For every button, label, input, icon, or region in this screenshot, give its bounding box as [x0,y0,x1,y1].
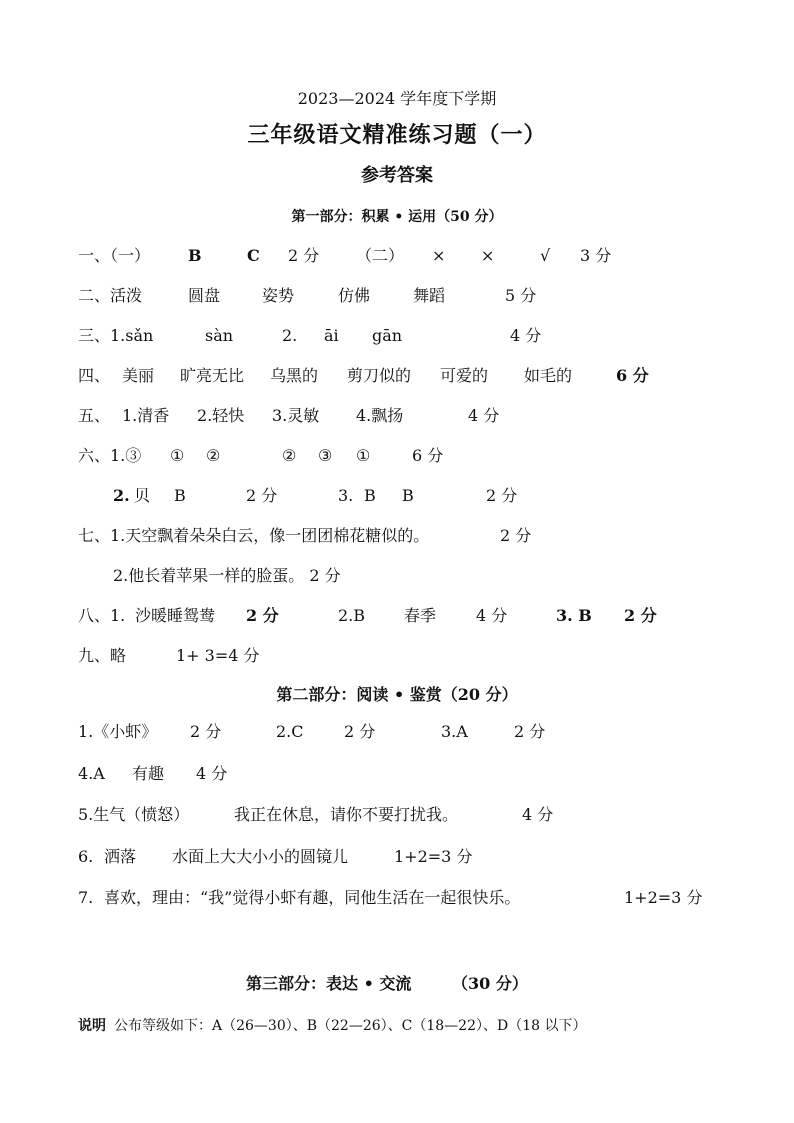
answer-cell: 4 分 [196,764,228,783]
answer-cell: 一、（一） [78,246,151,265]
answer-cell: 2 分 [500,526,532,545]
answer-cell: 舞蹈 [413,286,446,305]
answer-cell: 2 分 [246,486,278,505]
answer-cell: 6. [78,847,94,866]
answer-cell: 3. [338,486,354,505]
page-title: 三年级语文精准练习题（一） [247,122,547,148]
answer-cell: 2 分 [190,722,222,741]
answer-cell: 2.他长着苹果一样的脸蛋。 2 分 [113,566,341,585]
answer-cell: × [481,246,495,265]
answer-cell: 1.清香 [122,406,170,425]
answer-cell: 2.B [338,606,366,625]
answer-cell: 3.灵敏 [272,406,320,425]
answer-cell: 五、 [78,406,111,425]
answer-cell: 仿佛 [338,286,371,305]
answer-cell: 贝 [134,486,151,505]
part3-score: （30 分） [452,974,528,993]
answer-cell: 4.A [78,764,105,783]
answer-cell: 三、1.sǎn [78,326,154,345]
part3-heading: 第三部分：表达 • 交流 [246,974,412,993]
answer-cell: 2 分 [344,722,376,741]
answer-cell: 七、1.天空飘着朵朵白云，像一团团棉花糖似的。 [78,526,430,545]
answer-cell: 3.A [441,722,468,741]
part2-heading: 第二部分：阅读 • 鉴赏（20 分） [276,685,518,704]
answer-cell: 姿势 [262,286,295,305]
answer-cell: 二、活泼 [78,286,143,305]
answer-cell: C [247,246,260,265]
answer-cell: 7. [78,888,94,907]
answer-cell: 3. B [556,606,592,625]
answer-cell: 有趣 [132,764,165,783]
answer-cell: 圆盘 [188,286,221,305]
answer-cell: 沙暖睡鸳鸯 [135,606,216,625]
answer-cell: 九、略 [78,646,127,665]
answer-cell: 旷亮无比 [180,366,245,385]
note-label: 说明 [78,1018,106,1034]
answer-cell: 6 分 [616,366,649,385]
answer-cell: 4 分 [522,805,554,824]
answer-cell: B [188,246,202,265]
answer-cell: B [174,486,186,505]
answer-cell: 可爱的 [440,366,489,385]
answer-cell: ① [170,446,185,465]
answer-cell: B [402,486,414,505]
school-year: 2023—2024 学年度下学期 [297,89,497,108]
answer-cell: × [432,246,446,265]
answer-cell: 2 分 [624,606,657,625]
answer-cell: 2. [113,486,130,505]
answer-cell: 1+2=3 分 [624,888,703,907]
answer-cell: 2.C [276,722,304,741]
answer-cell: 我正在休息，请你不要打扰我。 [234,805,459,824]
answer-cell: 5 分 [505,286,537,305]
answer-cell: 剪刀似的 [347,366,412,385]
answer-cell: 六、1.③ [78,446,142,465]
answer-cell: 洒落 [104,847,137,866]
answer-cell: 2.轻快 [197,406,245,425]
answer-cell: 1+2=3 分 [394,847,473,866]
answer-cell: 2 分 [246,606,279,625]
answer-cell: 1+ 3=4 分 [176,646,260,665]
answer-cell: 4.飘扬 [356,406,404,425]
answer-cell: 4 分 [476,606,508,625]
answer-cell: ② [206,446,221,465]
answer-cell: 美丽 [122,366,155,385]
answer-cell: 5.生气（愤怒） [78,805,190,824]
answer-cell: 4 分 [510,326,542,345]
answer-cell: 2 分 [486,486,518,505]
answer-cell: sàn [205,326,234,345]
answer-cell: 2 分 [514,722,546,741]
answer-cell: B [364,486,376,505]
answer-cell: ② [282,446,297,465]
answer-cell: 春季 [404,606,437,625]
page-subtitle: 参考答案 [361,165,433,186]
part1-heading: 第一部分：积累 • 运用（50 分） [291,209,503,225]
answer-cell: 水面上大大小小的圆镜儿 [172,847,349,866]
answer-cell: 乌黑的 [270,366,319,385]
answer-cell: √ [540,246,551,265]
answer-cell: 八、1. [78,606,126,625]
answer-cell: ③ [318,446,333,465]
answer-cell: 四、 [78,366,111,385]
answer-cell: 2 分 [288,246,320,265]
answer-cell: 3 分 [580,246,612,265]
answer-cell: 1.《小虾》 [78,722,158,741]
answer-cell: āi [324,326,339,345]
note-text: 公布等级如下：A（26—30）、B（22—26）、C（18—22）、D（18 以下） [114,1018,587,1034]
answer-cell: （二） [356,246,405,265]
answer-cell: 喜欢，理由：“我”觉得小虾有趣，同他生活在一起很快乐。 [104,888,521,907]
answer-cell: 6 分 [412,446,444,465]
answer-cell: gān [372,326,403,345]
answer-cell: 4 分 [468,406,500,425]
answer-cell: ① [356,446,371,465]
answer-cell: 如毛的 [524,366,573,385]
answer-cell: 2. [282,326,298,345]
